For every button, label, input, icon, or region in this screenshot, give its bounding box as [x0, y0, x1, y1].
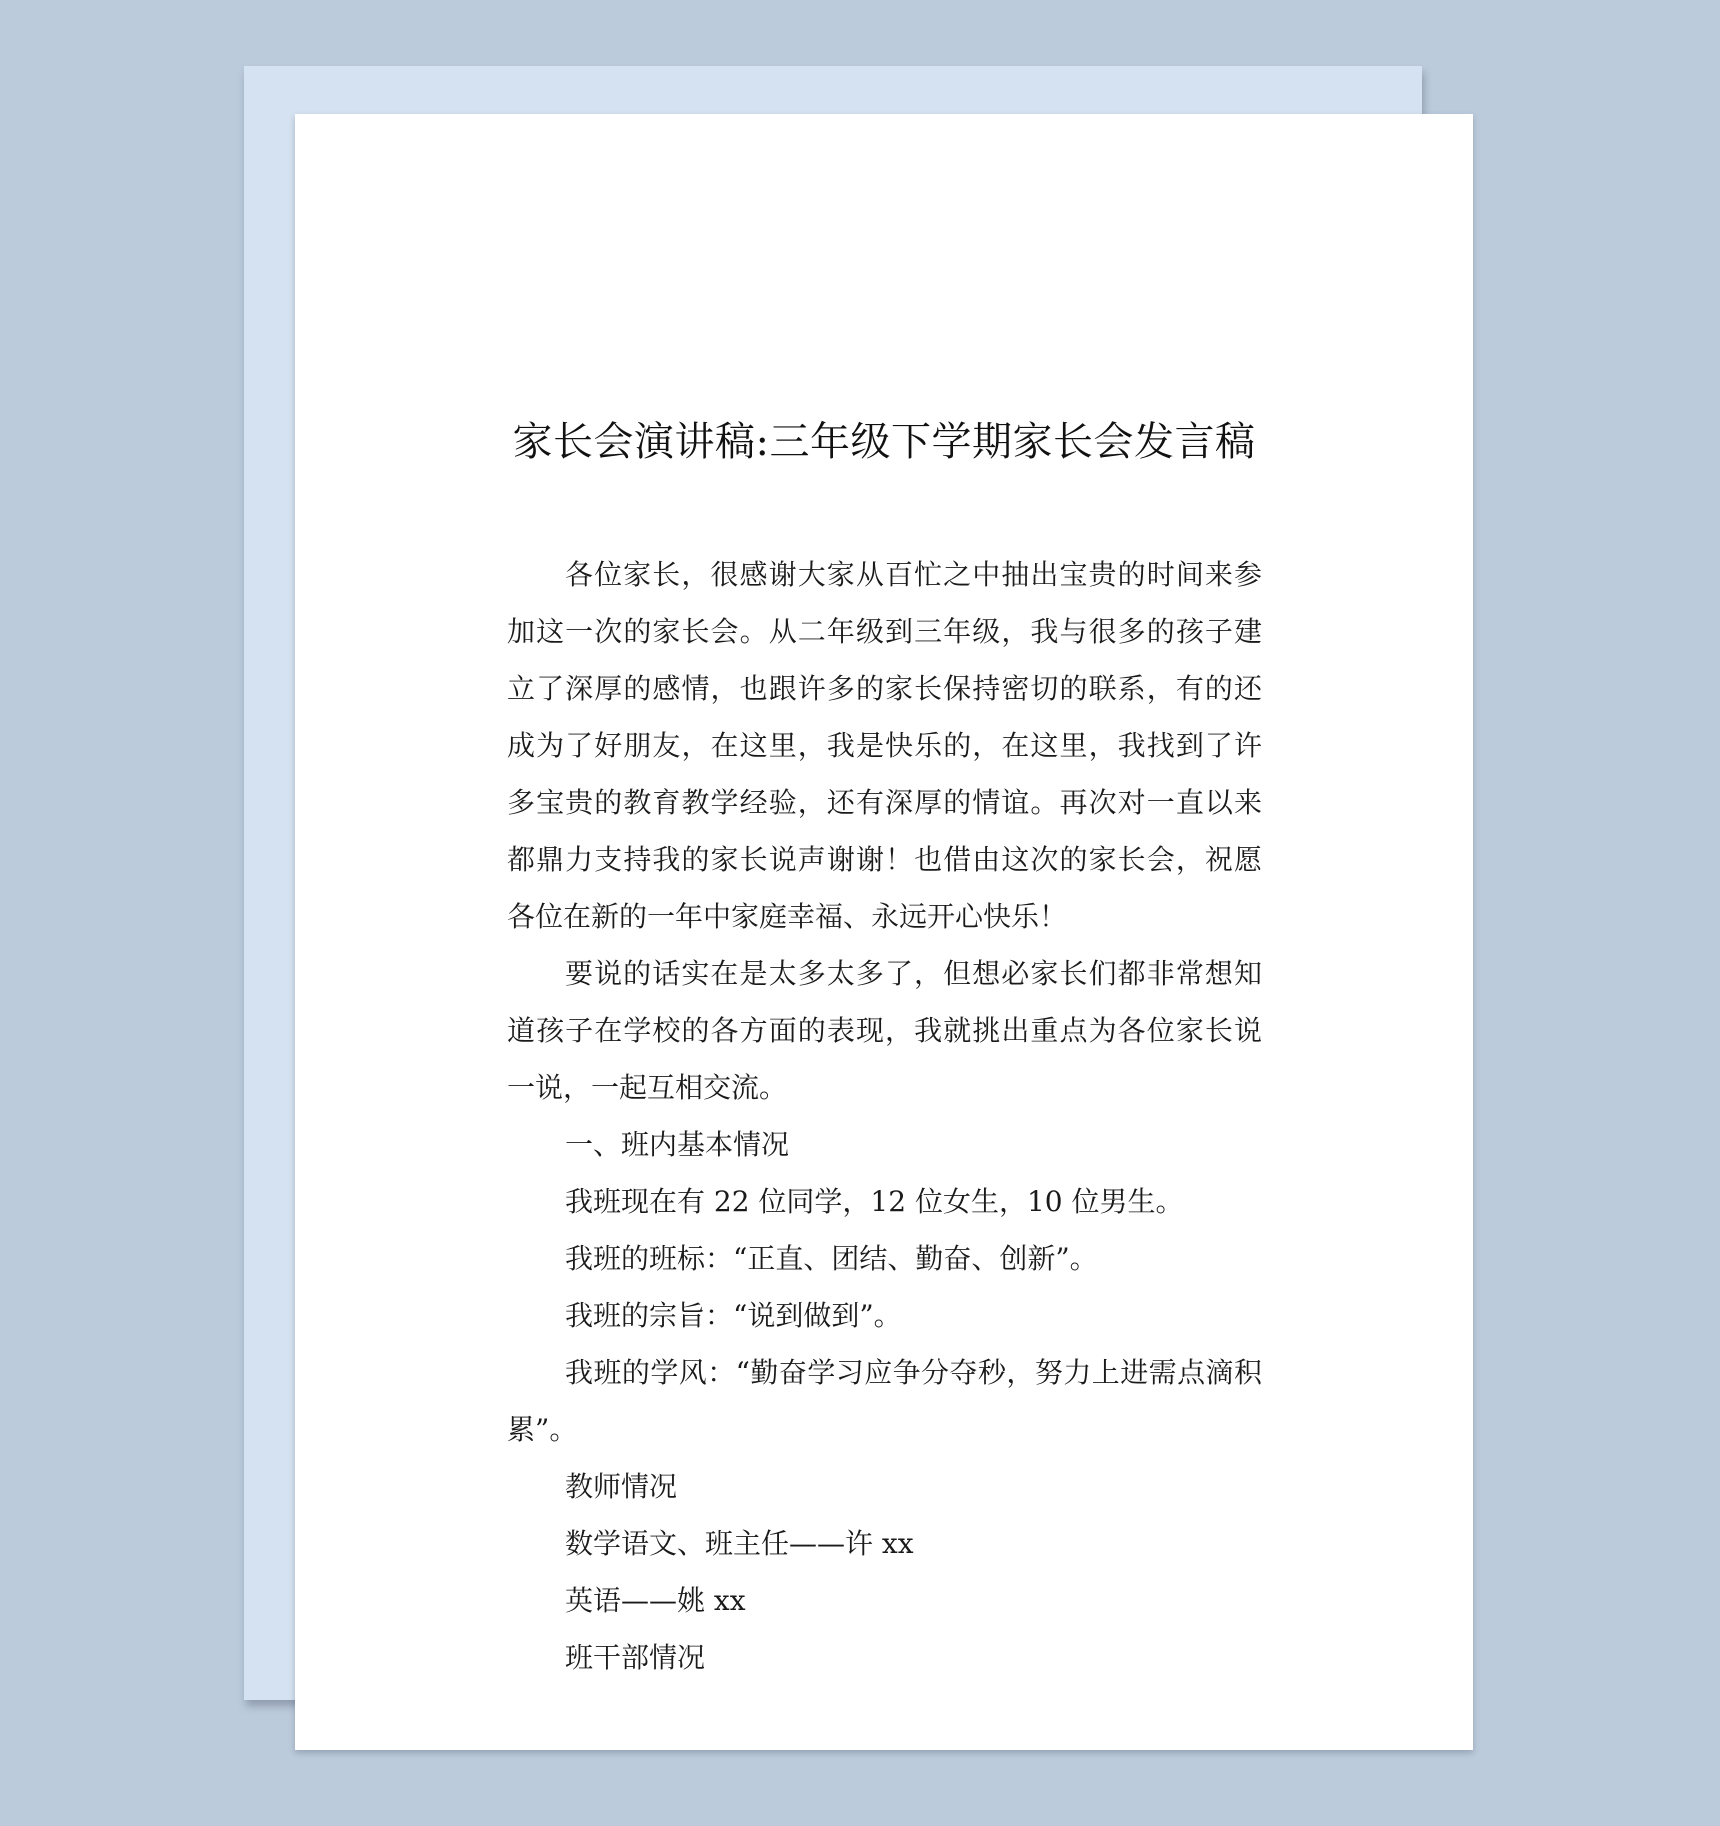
paragraph-student-count: 我班现在有 22 位同学，12 位女生，10 位男生。 [565, 1185, 1184, 1218]
paragraph-intro: 要说的话实在是太多太多了，但想必家长们都非常想知道孩子在学校的各方面的表现，我就挑出重点为各位家长说一说，一起互相交流。 [507, 957, 1262, 1104]
teacher-math-chinese: 数学语文、班主任——许 xx [565, 1527, 914, 1560]
section-heading-class-info: 一、班内基本情况 [565, 1128, 790, 1161]
document-body [507, 546, 1262, 1686]
teacher-english: 英语——姚 xx [565, 1584, 746, 1617]
paragraph-class-motto: 我班的班标：“正直、团结、勤奋、创新”。 [565, 1242, 1098, 1275]
paragraph-class-purpose: 我班的宗旨：“说到做到”。 [565, 1299, 902, 1332]
document-page [295, 114, 1473, 1750]
paragraph-greeting: 各位家长，很感谢大家从百忙之中抽出宝贵的时间来参加这一次的家长会。从二年级到三年级，我与很多的孩子建立了深厚的感情，也跟许多的家长保持密切的联系，有的还成为了好朋友，在这里，我是快乐的，在这里，我找到了许多宝贵的教育教学经验，还有深厚的情谊。再次对一直以来都鼎力支持我的家长说声谢谢！也借由这次的家长会，祝愿各位在新的一年中家庭幸福、永远开心快乐！ [507, 558, 1262, 933]
document-title: 家长会演讲稿:三年级下学期家长会发言稿 [512, 419, 1256, 465]
paragraph-study-style: 我班的学风：“勤奋学习应争分夺秒，努力上进需点滴积累”。 [507, 1356, 1262, 1446]
subheading-teachers: 教师情况 [565, 1470, 678, 1503]
subheading-class-cadres: 班干部情况 [565, 1641, 706, 1674]
